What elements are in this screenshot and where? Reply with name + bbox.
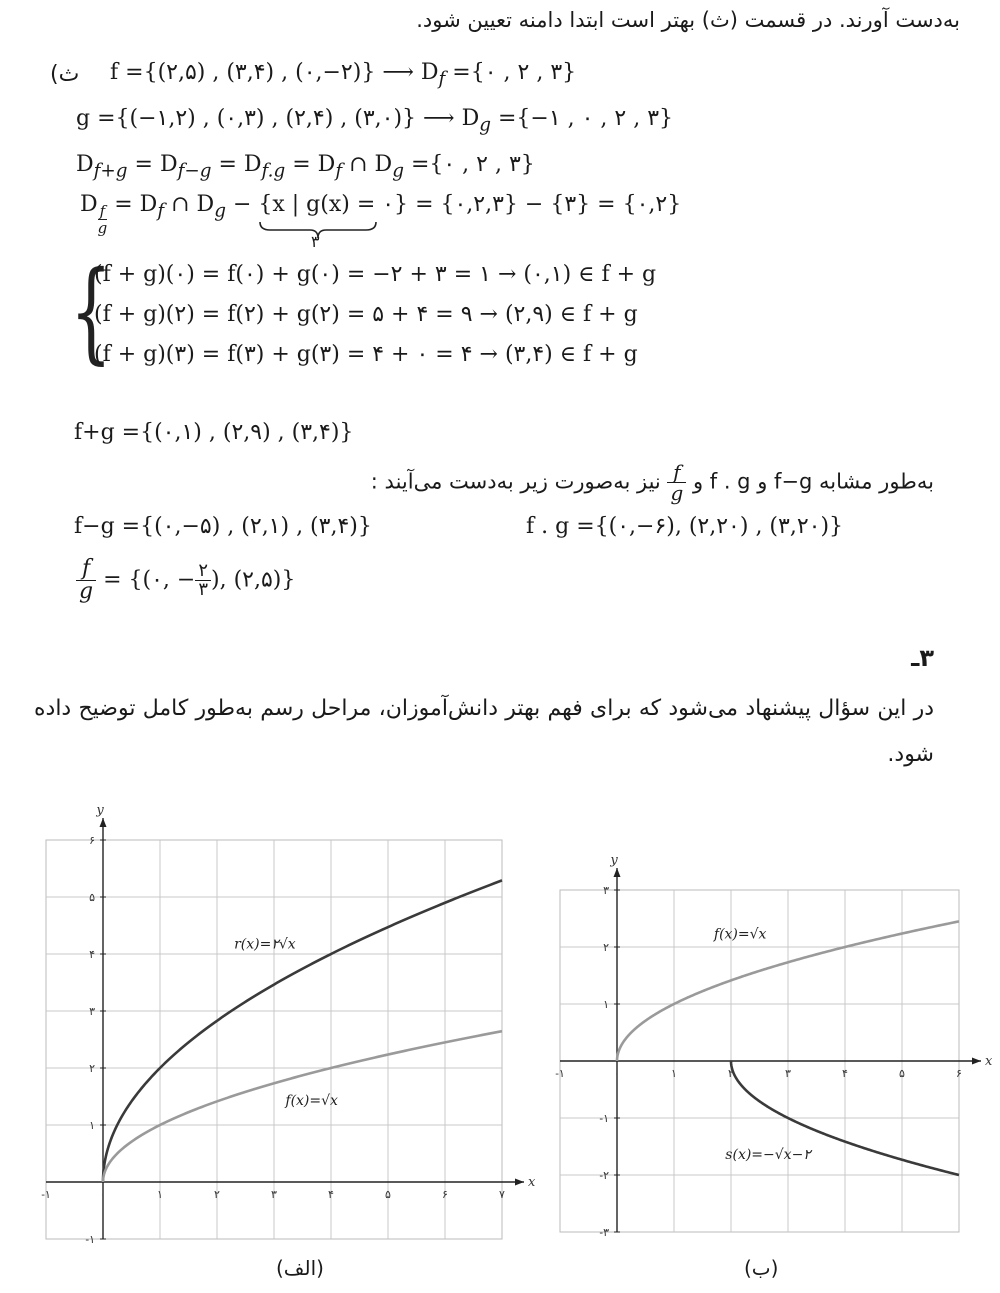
- fdivg-result: $\frac{f}{g}$ = {(۰, − $\frac{۲}{۳}$ ), (۲,۵)}: [76, 558, 295, 603]
- x-tick-label: ۶: [442, 1188, 448, 1201]
- y-tick-label: -۱: [599, 1112, 609, 1125]
- caption-alef: (الف): [276, 1256, 324, 1280]
- y-tick-label: ۱: [89, 1119, 95, 1132]
- x-tick-label: ۱: [671, 1067, 677, 1080]
- x-axis-arrow: [515, 1179, 524, 1186]
- x-tick-label: ۳: [271, 1188, 277, 1201]
- quotient-domain-line: D $_{\frac{f}{g}}$ = $D_f$ ∩ $D_g - \{x$ | g(x) = ۰} = {۰,۲,۳} − {۳} = {۰,۲}: [80, 192, 682, 237]
- series-label: f(x)=√x: [713, 926, 767, 943]
- x-axis-label: x: [528, 1175, 536, 1190]
- y-tick-label: ۵: [89, 891, 95, 904]
- g-definition: g ={(−۱,۲) , (۰,۳) , (۲,۴) , (۳,۰)} ⟶ $D_g$ ={−۱ , ۰ , ۲ , ۳}: [76, 106, 674, 136]
- y-tick-label: ۶: [89, 834, 95, 847]
- x-tick-label: -۱: [41, 1188, 51, 1201]
- system-line-3: (f + g)(۳) = f(۳) + g(۳) = ۴ + ۰ = ۴ → (۳,۴) ∈ f + g: [94, 342, 638, 367]
- y-tick-label: -۳: [599, 1226, 609, 1239]
- x-tick-label: ۴: [842, 1067, 848, 1080]
- x-tick-label: -۱: [555, 1067, 565, 1080]
- y-tick-label: ۳: [603, 884, 609, 897]
- system-line-1: (f + g)(۰) = f(۰) + g(۰) = −۲ + ۳ = ۱ → (۰,۱) ∈ f + g: [94, 262, 657, 287]
- caption-be: (ب): [744, 1256, 779, 1280]
- system-brace: {: [70, 247, 112, 375]
- y-tick-label: -۲: [599, 1169, 609, 1182]
- system-line-2: (f + g)(۲) = f(۲) + g(۲) = ۵ + ۴ = ۹ → (۲,۹) ∈ f + g: [94, 302, 638, 327]
- y-tick-label: ۴: [89, 948, 95, 961]
- underbrace-value: ۳: [311, 232, 320, 251]
- series-label: f(x)=√x: [285, 1093, 338, 1110]
- x-tick-label: ۲: [728, 1067, 734, 1080]
- x-tick-label: ۶: [956, 1067, 962, 1080]
- x-tick-label: ۷: [499, 1188, 505, 1201]
- ftimesg-result: f . g ={(۰,−۶), (۲,۲۰) , (۳,۲۰)}: [526, 514, 844, 539]
- x-tick-label: ۰: [100, 1188, 106, 1201]
- x-tick-label: ۳: [785, 1067, 791, 1080]
- series-curve: [103, 880, 502, 1182]
- x-tick-label: ۴: [328, 1188, 334, 1201]
- x-axis-label: x: [985, 1054, 993, 1069]
- y-tick-label: -۱: [85, 1233, 95, 1246]
- f-definition: f ={(۲,۵) , (۳,۴) , (۰,−۲)} ⟶ $D_f$ ={۰ , ۲ , ۳}: [110, 60, 577, 90]
- y-tick-label: ۳: [89, 1005, 95, 1018]
- y-tick-label: ۲: [89, 1062, 95, 1075]
- fminusg-result: f−g ={(۰,−۵) , (۲,۱) , (۳,۴)}: [74, 514, 372, 539]
- x-tick-label: ۵: [385, 1188, 391, 1201]
- domain-intersection-line: $D_{f+g} = D_{f-g} = D_{f.g} = D_f$ ∩ $D_g$ ={۰ , ۲ , ۳}: [76, 152, 535, 182]
- series-label: s(x)=−√x−۲: [725, 1147, 811, 1164]
- x-tick-label: ۱: [157, 1188, 163, 1201]
- x-tick-label: ۰: [614, 1067, 620, 1080]
- graph-alef: [40, 803, 540, 1246]
- question-number: ۳ـ: [911, 644, 934, 672]
- part-label: ث): [50, 62, 80, 87]
- graph-be: [552, 854, 992, 1244]
- x-axis-arrow: [972, 1058, 981, 1065]
- x-tick-label: ۵: [899, 1067, 905, 1080]
- y-tick-label: ۲: [603, 941, 609, 954]
- fplusg-result: f+g ={(۰,۱) , (۲,۹) , (۳,۴)}: [74, 420, 354, 445]
- intro-line: به‌دست آورند. در قسمت (ث) بهتر است ابتدا دامنه تعیین شود.: [416, 8, 960, 32]
- y-axis-label: y: [610, 853, 618, 868]
- y-tick-label: ۱: [603, 998, 609, 1011]
- y-axis-label: y: [96, 803, 104, 818]
- similarly-line: به‌طور مشابه f−g و f . g و $\frac{f}{g}$ نیز به‌صورت زیر به‌دست می‌آیند :: [370, 460, 934, 505]
- series-label: r(x)=۲√x: [234, 936, 296, 953]
- question-text: در این سؤال پیشنهاد می‌شود که برای فهم بهتر دانش‌آموزان، مراحل رسم به‌طور کامل توضیح داده شود.: [34, 696, 934, 767]
- y-axis-arrow: [614, 868, 621, 877]
- y-axis-arrow: [100, 818, 107, 827]
- x-tick-label: ۲: [214, 1188, 220, 1201]
